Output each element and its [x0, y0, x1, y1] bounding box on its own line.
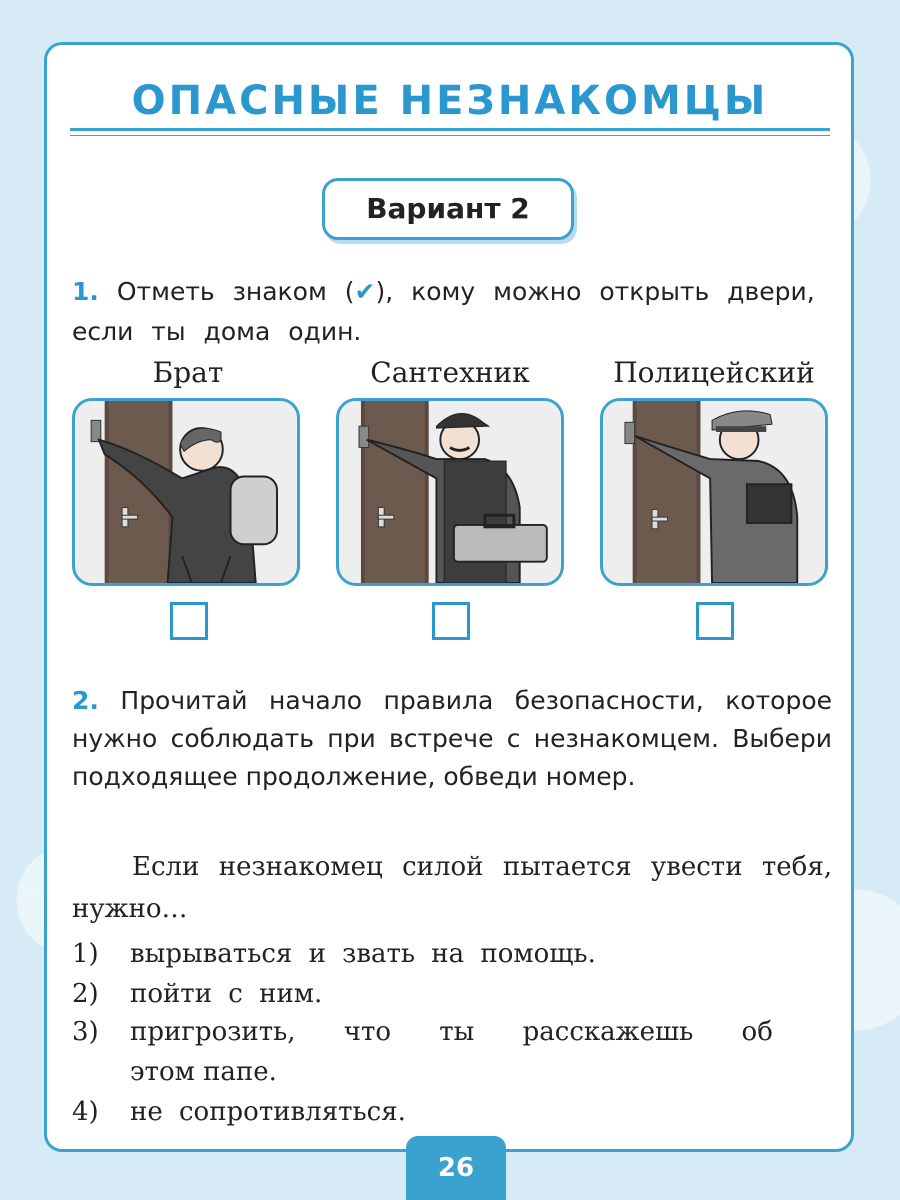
- checkbox-plumber[interactable]: [432, 602, 470, 640]
- brother-illustration: [72, 398, 300, 586]
- answer-text: пригрозить, что ты расскажешь об: [130, 1017, 773, 1047]
- safety-rule-start: Если незнакомец силой пытается увести тебя, нужно…: [72, 852, 832, 924]
- title-underline: [70, 128, 830, 131]
- checkmark-icon: ✔: [354, 277, 376, 306]
- variant-badge: Вариант 2: [322, 178, 574, 240]
- policeman-illustration: [600, 398, 828, 586]
- answer-option-1[interactable]: [72, 934, 832, 974]
- answer-number[interactable]: 2): [72, 979, 99, 1009]
- answer-number[interactable]: 3): [72, 1017, 99, 1047]
- answer-option-3[interactable]: [72, 1012, 832, 1092]
- option-label-policeman: Полицейский: [613, 356, 815, 389]
- plumber-illustration: [336, 398, 564, 586]
- question-2-number: 2.: [72, 686, 99, 715]
- answer-number[interactable]: 4): [72, 1097, 99, 1127]
- question-2: [72, 682, 832, 796]
- title-underline-thin: [70, 135, 830, 136]
- option-label-plumber: Сантехник: [370, 356, 530, 389]
- page-title: ОПАСНЫЕ НЕЗНАКОМЦЫ: [131, 78, 769, 124]
- answer-number[interactable]: 1): [72, 939, 99, 969]
- question-1: [72, 272, 832, 352]
- answer-option-4[interactable]: [72, 1092, 832, 1132]
- checkbox-policeman[interactable]: [696, 602, 734, 640]
- page-number: 26: [406, 1136, 506, 1200]
- answer-text: пойти с ним.: [130, 979, 323, 1009]
- option-label-brother: Брат: [152, 356, 224, 389]
- checkbox-brother[interactable]: [170, 602, 208, 640]
- question-2-text: Прочитай начало правила безопасности, которое нужно соблюдать при встрече с незнакомцем. Выбери подходящее продолжение, обведи номер.: [72, 686, 832, 791]
- answer-text-continued: этом папе.: [130, 1057, 277, 1087]
- answer-option-2[interactable]: [72, 974, 832, 1014]
- question-1-text-end: ), кому можно открыть двери, если ты дома один.: [72, 277, 815, 346]
- question-1-text-start: Отметь знаком (: [116, 277, 355, 306]
- answer-text: вырываться и звать на помощь.: [130, 939, 596, 969]
- question-1-number: 1.: [72, 277, 99, 306]
- answer-text: не сопротивляться.: [130, 1097, 406, 1127]
